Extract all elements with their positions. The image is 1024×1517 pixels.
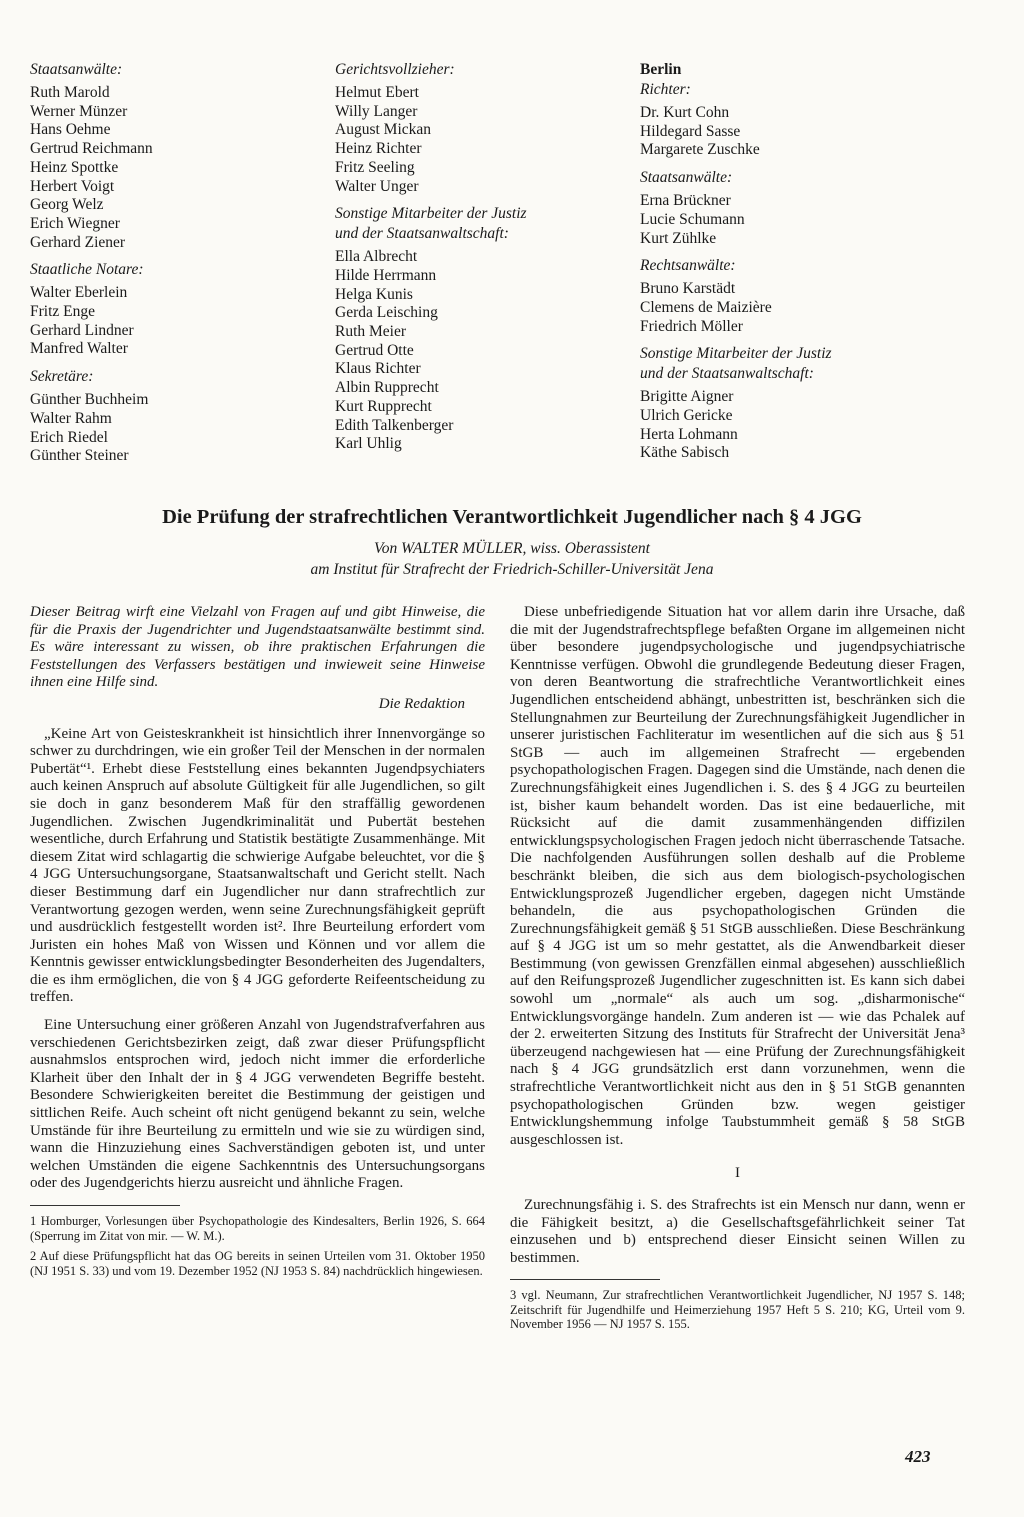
name-entry: Willy Langer <box>335 102 418 120</box>
name-entry: Gerhard Lindner <box>30 321 134 339</box>
name-entry: Fritz Seeling <box>335 158 415 176</box>
name-entry: Erna Brückner <box>640 192 731 210</box>
name-entry: Walter Rahm <box>30 409 112 427</box>
name-entry: Edith Talkenberger <box>335 416 454 434</box>
list-group <box>335 204 615 454</box>
name-entry: Herbert Voigt <box>30 177 115 195</box>
name-entry: Helga Kunis <box>335 285 413 303</box>
name-entry: Hans Oehme <box>30 121 111 139</box>
section-heading: I <box>735 1165 740 1182</box>
name-entry: Hilde Herrmann <box>335 266 437 284</box>
name-entry: Friedrich Möller <box>640 317 743 335</box>
article-title: Die Prüfung der strafrechtlichen Verantwortlichkeit Jugendlicher nach § 4 JGG <box>162 506 862 528</box>
name-entry: Gertrud Otte <box>335 341 414 359</box>
name-entry: Manfred Walter <box>30 340 128 358</box>
byline-author: Von WALTER MÜLLER, wiss. Oberassistent <box>374 540 650 557</box>
name-entry: Heinz Spottke <box>30 158 119 176</box>
list-column-1 <box>30 60 310 474</box>
name-entry: Walter Unger <box>335 177 419 195</box>
list-group <box>640 256 920 336</box>
name-entry: Ella Albrecht <box>335 248 418 266</box>
name-entry: Heinz Richter <box>335 140 422 158</box>
name-entry: Käthe Sabisch <box>640 444 730 462</box>
list-column-3 <box>640 60 920 471</box>
list-group <box>640 80 920 160</box>
name-entry: Klaus Richter <box>335 360 421 378</box>
name-entry: Lucie Schumann <box>640 210 745 228</box>
name-entry: Gerhard Ziener <box>30 233 126 251</box>
name-entry: Gertrud Reichmann <box>30 140 153 158</box>
name-entry: Günther Buchheim <box>30 391 149 409</box>
article-right-column <box>510 604 965 1338</box>
group-heading: Gerichtsvollzieher: <box>335 61 455 78</box>
name-entry: Ruth Meier <box>335 323 407 341</box>
footnote: 1 Homburger, Vorlesungen über Psychopathologie des Kindesalters, Berlin 1926, S. 664 (Sperrung im Zitat von mir. — W. M.). <box>30 1214 485 1243</box>
name-entry: Dr. Kurt Cohn <box>640 104 730 121</box>
list-column-2 <box>335 60 615 462</box>
page-number: 423 <box>905 1447 931 1466</box>
group-heading: Staatsanwälte: <box>30 61 123 78</box>
editorial-signature: Die Redaktion <box>378 695 465 712</box>
name-entry: Werner Münzer <box>30 102 128 120</box>
list-group <box>30 367 310 466</box>
name-entry: Kurt Rupprecht <box>335 397 432 415</box>
name-entry: Fritz Enge <box>30 303 95 321</box>
article-left-column <box>30 604 485 1284</box>
list-group <box>640 168 920 248</box>
group-heading: Rechtsanwälte: <box>640 257 736 275</box>
list-group <box>30 60 310 252</box>
body-paragraph: Zurechnungsfähig i. S. des Strafrechts ist ein Mensch nur dann, wenn er die Fähigkeit besitzt, a) die Gesellschaftsgefährlichkeit seiner Tat einzusehen und b) entsprechend dieser Einsicht seinen Willen zu bestimmen. <box>510 1197 965 1266</box>
name-entry: Ruth Marold <box>30 84 110 101</box>
list-group <box>640 344 920 463</box>
name-entry: Bruno Karstädt <box>640 280 736 298</box>
group-heading: Richter: <box>640 81 691 98</box>
group-heading: Staatliche Notare: <box>30 261 144 279</box>
footnote: 3 vgl. Neumann, Zur strafrechtlichen Verantwortlichkeit Jugendlicher, NJ 1957 S. 148; Zeitschrift für Jugendhilfe und Heimerziehung 1957 Heft 5 S. 210; KG, Urteil vom 9. November 1956 — NJ 1957 S. 155. <box>510 1288 965 1332</box>
name-entry: Erich Riedel <box>30 428 108 446</box>
name-entry: Helmut Ebert <box>335 84 419 101</box>
list-group <box>30 260 310 359</box>
name-entry: Karl Uhlig <box>335 435 402 453</box>
body-paragraph: Diese unbefriedigende Situation hat vor allem darin ihre Ursache, daß die mit der Jugendstrafrechtspflege befaßten Organe im allgemeinen nicht über besondere jugendpsychologische und jugendpsychiatrische Kenntnisse verfügen. Obwohl die grundlegende Bedeutung dieser Fragen, von deren Beantwortung die strafrechtliche Verantwortlichkeit eines Jugendlichen entscheidend abhängt, unbestritten ist, beschränken sich die Stellungnahmen zur Beurteilung der Zurechnungsfähigkeit Jugendlicher in unserer juristischen Fachliteratur im wesentlichen auf die sich aus § 51 StGB — auch im allgemeinen Strafrecht — ergebenden psychopathologischen Fragen. Dagegen sind die Umstände, nach denen die Zurechnungsfähigkeit eines Jugendlichen i. S. des § 4 JGG zu beurteilen ist, bisher kaum behandelt worden. Das ist eine bedauerliche, mit Rücksicht auf die damit zusammenhängenden diffizilen entwicklungspsychologischen Fragen jedoch nicht überraschende Tatsache. Die nachfolgenden Ausführungen sollen deshalb auf die Probleme beschränkt bleiben, die sich aus dem biologisch-psychologischen Entwicklungsprozeß Jugendlicher ergeben, dagegen nicht Umstände behandeln, die aus psychopathologischen Gründen die Zurechnungsfähigkeit gemäß § 51 StGB ausschließen. Diese Beschränkung auf § 4 JGG ist um so mehr gestattet, als die Anwendbarkeit dieser Bestimmung (von gewissen Grenzfällen einmal abgesehen) ausschließlich auf den Reifungsprozeß Jugendlicher zugeschnitten ist. Es kann sich dabei sowohl um „normale“ als auch um sog. „disharmonische“ Entwicklungsvorgänge handeln. Zum anderen ist — wie das Pchalek auf der 2. erweiterten Sitzung des Instituts für Strafrecht der Universität Jena³ überzeugend nachgewiesen hat — eine Prüfung der Zurechnungsfähigkeit nach § 4 JGG grundsätzlich erst dann vorzunehmen, wenn die strafrechtliche Verantwortlichkeit nicht aus den in § 51 StGB genannten psychopathologischen Gründen bzw. wegen geistiger Entwicklungshemmung infolge Taubstummheit gemäß § 58 StGB ausgeschlossen ist. <box>510 604 965 1148</box>
name-entry: Clemens de Maizière <box>640 298 772 316</box>
name-entry: Gerda Leisching <box>335 304 438 322</box>
footnote-rule <box>30 1205 180 1206</box>
group-heading-line2: und der Staatsanwaltschaft: <box>335 225 509 243</box>
name-entry: Erich Wiegner <box>30 214 120 232</box>
list-group <box>335 60 615 196</box>
name-entry: August Mickan <box>335 121 432 139</box>
name-entry: Hildegard Sasse <box>640 122 741 140</box>
group-heading: Staatsanwälte: <box>640 169 733 187</box>
name-entry: Albin Rupprecht <box>335 379 439 397</box>
city-heading: Berlin <box>640 61 682 78</box>
byline-institution: am Institut für Strafrecht der Friedrich-Schiller-Universität Jena <box>310 561 714 578</box>
footnote-rule <box>510 1279 660 1280</box>
name-entry: Herta Lohmann <box>640 425 738 443</box>
name-entry: Brigitte Aigner <box>640 388 734 406</box>
name-entry: Georg Welz <box>30 196 104 214</box>
name-entry: Ulrich Gericke <box>640 407 733 425</box>
body-paragraph: „Keine Art von Geisteskrankheit ist hinsichtlich ihrer Innenvorgänge so schwer zu durchdringen, wie ein großer Teil der Menschen in der normalen Pubertät“¹. Erhebt diese Feststellung eines bekannten Jugendpsychiaters auch keinen Anspruch auf absolute Gültigkeit für alle Jugendlichen, so gilt sie doch in ganz besonderem Maß für den straffällig gewordenen Jugendlichen. Zwischen Jugendkriminalität und Pubertät bestehen wesentliche, durch Erfahrung und Statistik bestätigte Zusammenhänge. Mit diesem Zitat wird schlagartig die schwierige Aufgabe beleuchtet, vor die § 4 JGG Untersuchungsorgane, Staatsanwaltschaft und Gericht stellt. Nach dieser Bestimmung darf ein Jugendlicher nur dann strafrechtlich zur Verantwortung gezogen werden, wenn seine Zurechnungsfähigkeit geprüft und ausdrücklich festgestellt worden ist². Ihre Beurteilung erfordert vom Juristen ein hohes Maß von Wissen und Können und vor allem die Kenntnis gewisser entwicklungsbedingter Besonderheiten des Jugendalters, die es ihm ermöglichen, die von § 4 JGG geforderte Reifeentscheidung zu treffen. <box>30 725 485 1006</box>
footnote: 2 Auf diese Prüfungspflicht hat das OG bereits in seinen Urteilen vom 31. Oktober 1950 (NJ 1951 S. 33) und vom 19. Dezember 1952 (NJ 1953 S. 84) nachdrücklich hingewiesen. <box>30 1249 485 1278</box>
editorial-abstract: Dieser Beitrag wirft eine Vielzahl von Fragen auf und gibt Hinweise, die für die Praxis der Jugendrichter und Jugendstaatsanwälte bestimmt sind. Es wäre interessant zu wissen, ob ihre praktischen Erfahrungen die Feststellungen des Verfassers bestätigen und inwieweit seine Hinweise ihnen eine Hilfe sind. <box>30 604 485 691</box>
group-heading: Sonstige Mitarbeiter der Justiz <box>640 345 832 363</box>
group-heading: Sonstige Mitarbeiter der Justiz <box>335 205 527 223</box>
name-entry: Kurt Zühlke <box>640 229 717 247</box>
name-entry: Günther Steiner <box>30 447 129 465</box>
body-paragraph: Eine Untersuchung einer größeren Anzahl von Jugendstrafverfahren aus verschiedenen Gerichtsbezirken zeigt, daß zwar dieser Prüfungspflicht ausnahmslos entsprochen wird, jedoch nicht immer die erforderliche Klarheit über den Inhalt der in § 4 JGG verwendeten Begriffe besteht. Besondere Schwierigkeiten bereitet die Bestimmung der geistigen und sittlichen Reife. Auch scheint oft nicht genügend bekannt zu sein, welche Umstände für ihre Beurteilung zu ermitteln und wie sie zu würdigen sind, wann die Hinzuziehung eines Sachverständigen geboten ist, und unter welchen Umständen die eigene Sachkenntnis des Untersuchungsorgans oder des Jugendgerichts hierzu ausreicht und ähnliche Fragen. <box>30 1017 485 1192</box>
name-entry: Margarete Zuschke <box>640 141 760 159</box>
name-entry: Walter Eberlein <box>30 284 128 302</box>
group-heading-line2: und der Staatsanwaltschaft: <box>640 365 814 383</box>
group-heading: Sekretäre: <box>30 368 94 386</box>
